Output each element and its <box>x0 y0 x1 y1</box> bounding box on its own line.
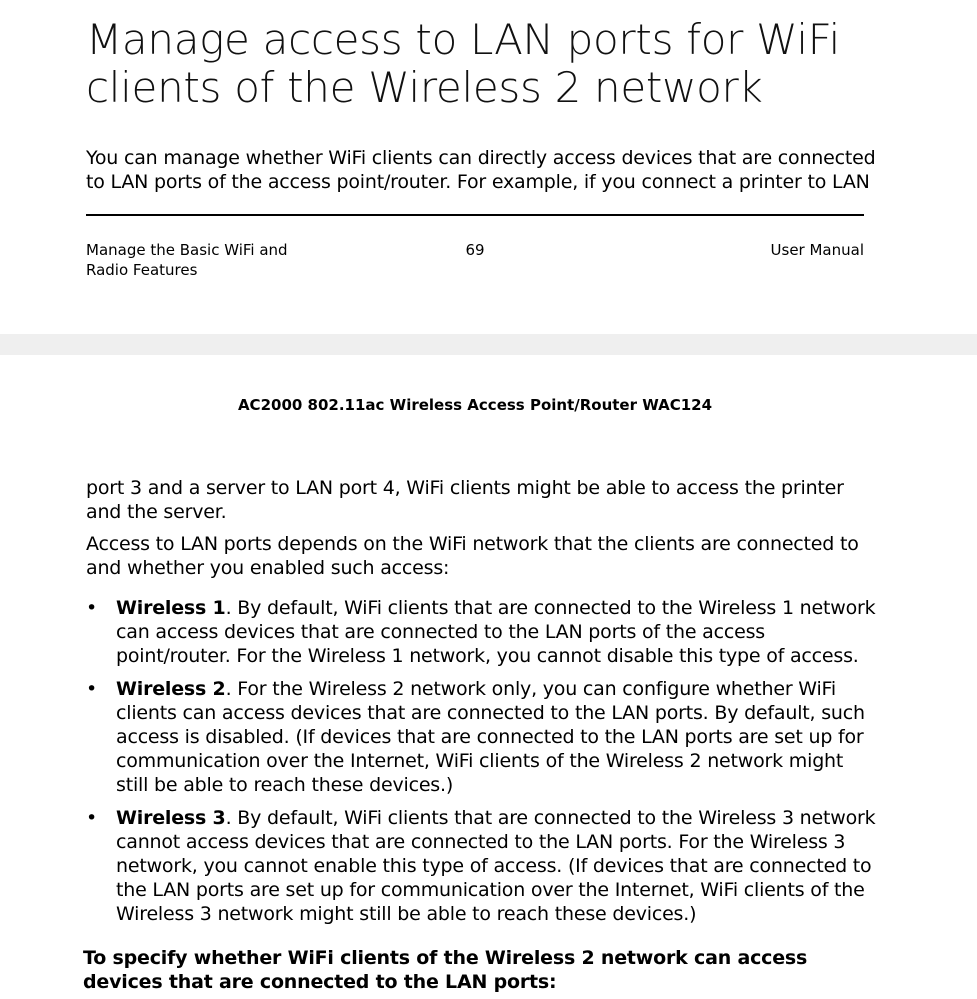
wireless-network-list <box>86 596 876 935</box>
running-header: AC2000 802.11ac Wireless Access Point/Router WAC124 <box>237 396 713 414</box>
footer-chapter-title: Manage the Basic WiFi and Radio Features <box>86 241 288 279</box>
list-item-text: . For the Wireless 2 network only, you can configure whether WiFi clients can access devices that are connected to the LAN ports. By default, such access is disabled. (If devices that are connected to the LAN ports are set up for communication over the Internet, WiFi clients of the Wireless 2 network might still be able to reach these devices.) <box>116 678 865 796</box>
footer-page-number: 69 <box>465 241 485 259</box>
page-separator <box>0 334 977 355</box>
bullet-marker: • <box>86 597 98 619</box>
footer-document-type: User Manual <box>770 241 864 259</box>
list-item <box>86 806 876 926</box>
list-item-term: Wireless 3 <box>116 807 226 829</box>
bullet-marker: • <box>86 678 98 700</box>
list-item-term: Wireless 2 <box>116 678 226 700</box>
list-item-text: . By default, WiFi clients that are connected to the Wireless 3 network cannot access devices that are connected to the LAN ports. For the Wireless 3 network, you cannot enable this type of access. (If devices that are connected to the LAN ports are set up for communication over the Internet, WiFi clients of the Wireless 3 network might still be able to reach these devices.) <box>116 807 876 925</box>
continuation-paragraph: port 3 and a server to LAN port 4, WiFi clients might be able to access the printer and the server. <box>86 477 844 523</box>
intro-paragraph: You can manage whether WiFi clients can directly access devices that are connected to LAN ports of the access point/router. For example, if you connect a printer to LAN <box>86 147 876 193</box>
list-item <box>86 596 876 668</box>
list-item-term: Wireless 1 <box>116 597 226 619</box>
page-69 <box>0 0 977 334</box>
list-item <box>86 677 876 797</box>
bullet-marker: • <box>86 807 98 829</box>
access-intro-paragraph: Access to LAN ports depends on the WiFi network that the clients are connected to and whether you enabled such access: <box>86 533 859 579</box>
section-heading: Manage access to LAN ports for WiFi clients of the Wireless 2 network <box>86 15 840 112</box>
footer-divider <box>86 214 864 216</box>
list-item-text: . By default, WiFi clients that are connected to the Wireless 1 network can access devices that are connected to the LAN ports of the access point/router. For the Wireless 1 network, you cannot disable this type of access. <box>116 597 876 667</box>
procedure-heading: To specify whether WiFi clients of the Wireless 2 network can access devices that are connected to the LAN ports: <box>83 947 808 993</box>
